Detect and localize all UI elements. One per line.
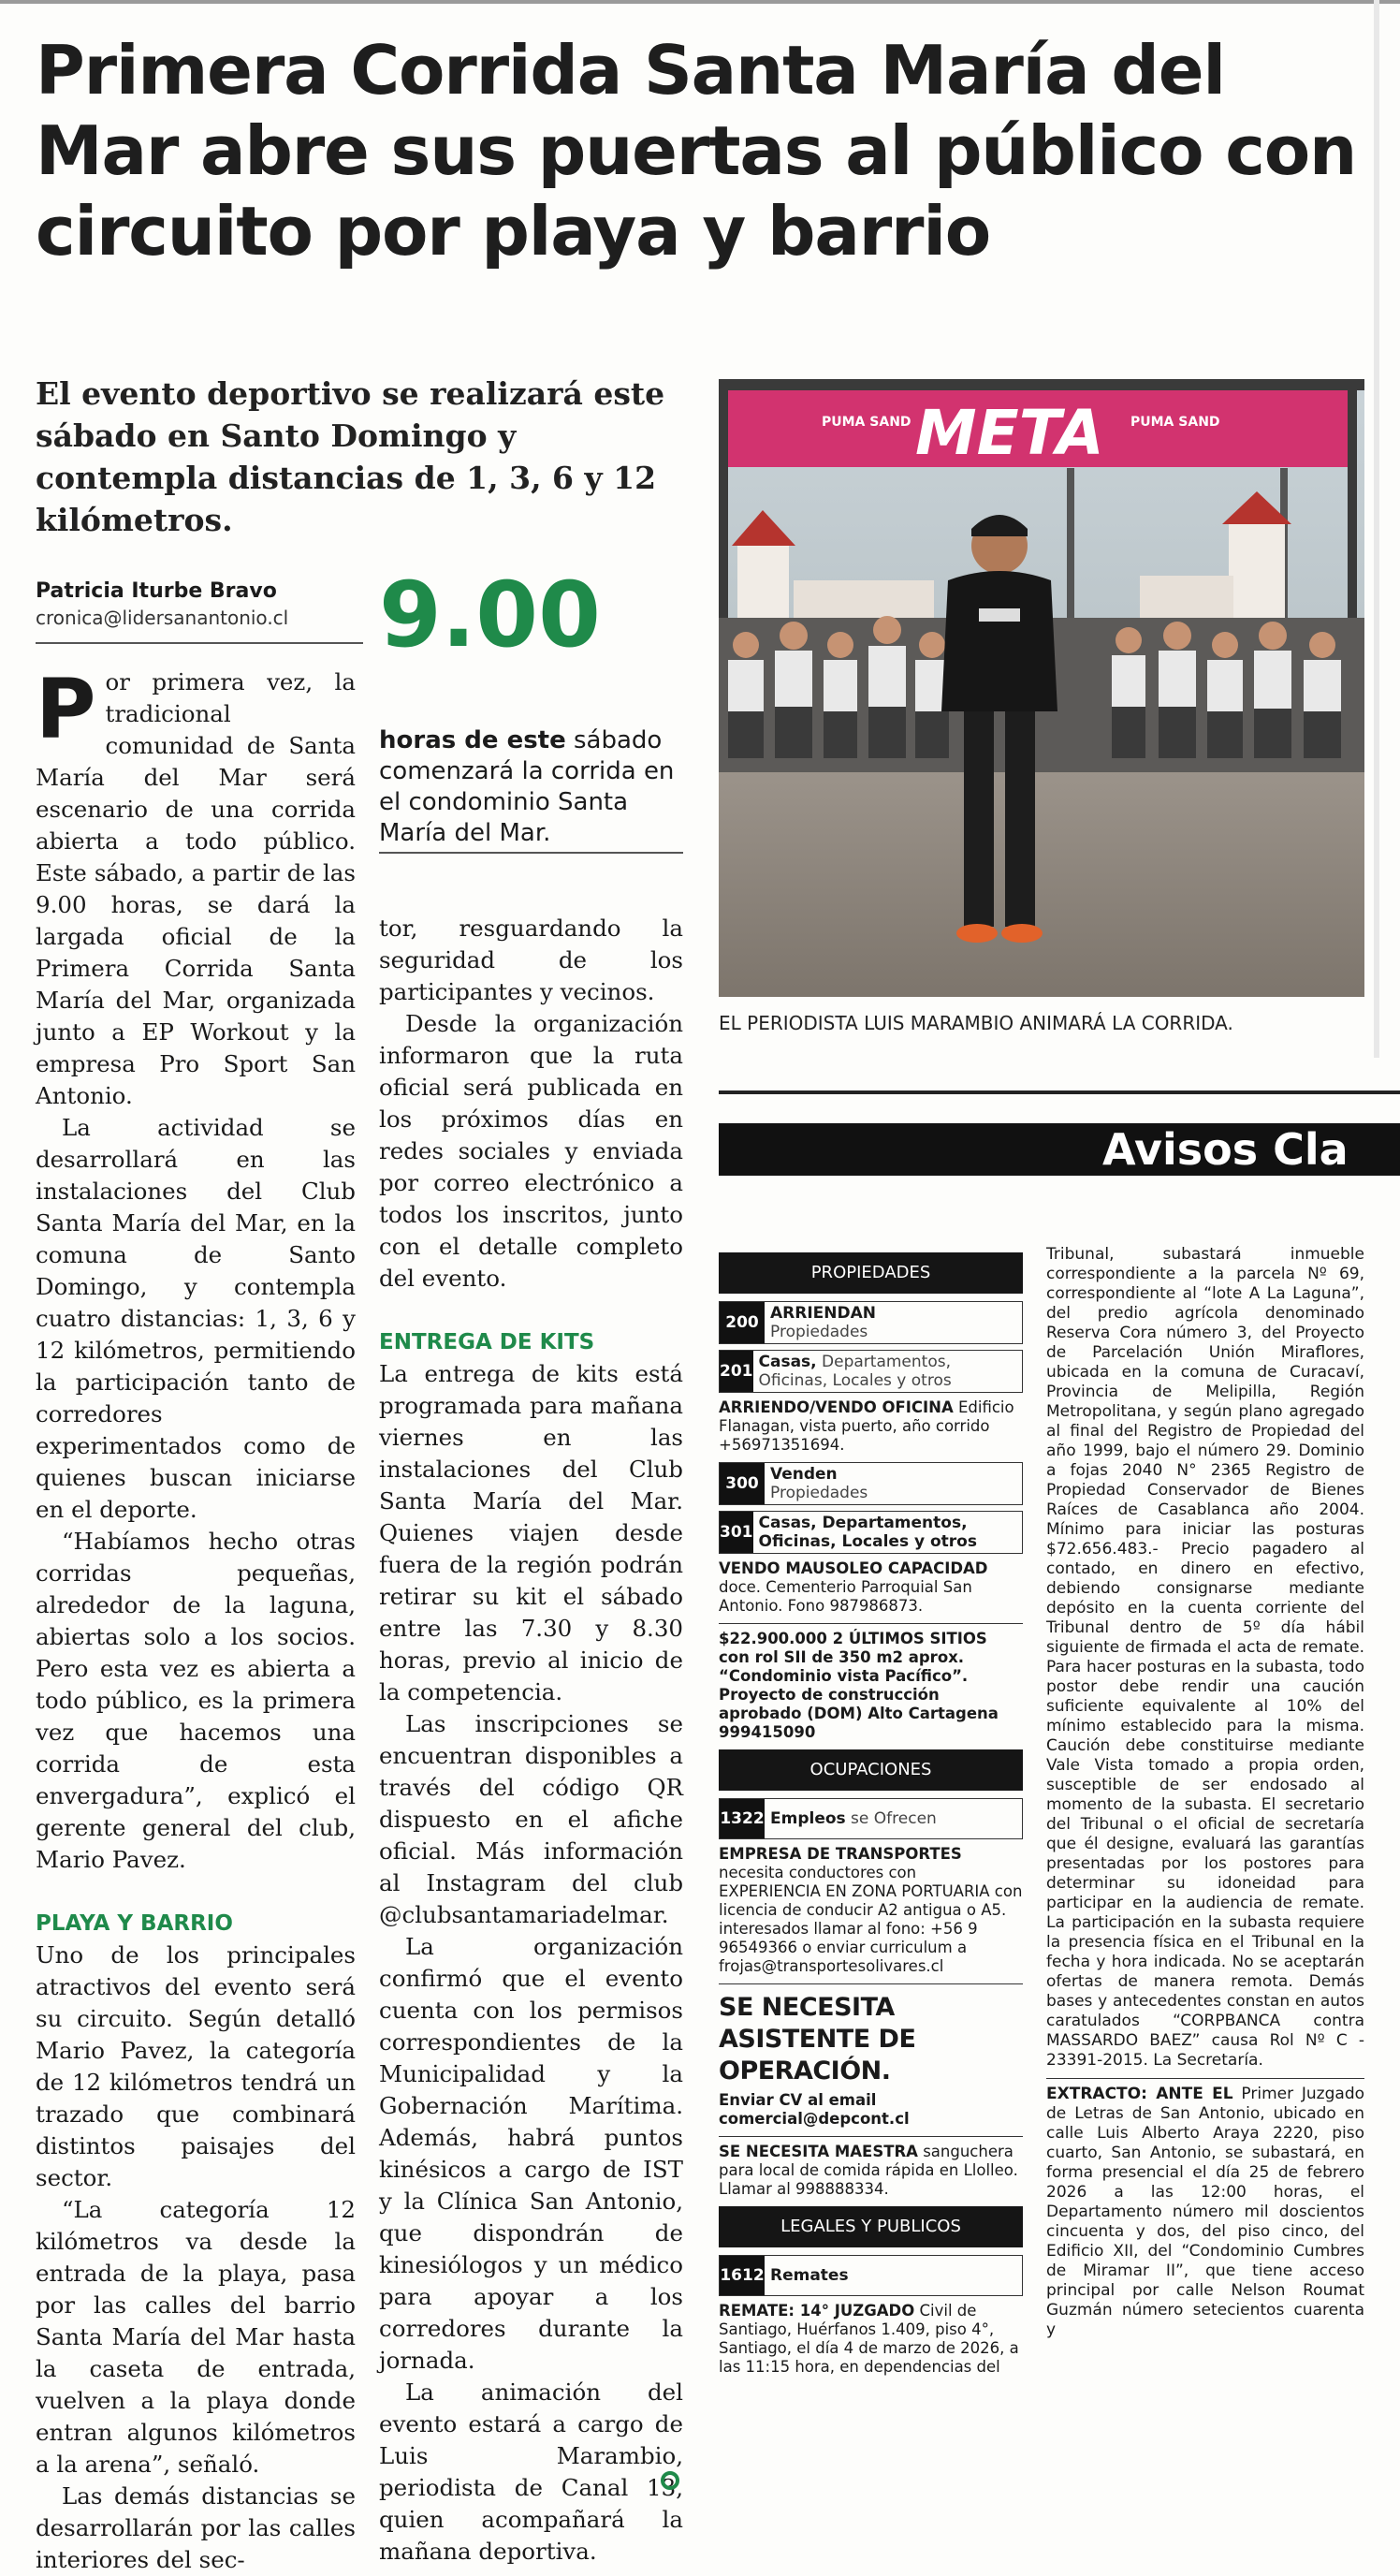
photo-illustration bbox=[719, 379, 1364, 997]
paragraph: “La categoría 12 kilómetros va desde la entrada de la playa, pasa por las calles del barrio Santa María del Mar hasta la caseta de entrada, vuelven a la playa donde entran algunos kilómetros a la arena”, señaló. bbox=[36, 2196, 356, 2478]
section-heading: ENTREGA DE KITS bbox=[379, 1330, 595, 1354]
code-subtitle: se Ofrecen bbox=[845, 1809, 937, 1828]
code-number: 201 bbox=[720, 1351, 753, 1392]
code-label bbox=[765, 1463, 873, 1504]
headline: Primera Corrida Santa María del Mar abre sus puertas al público con circuito por playa y barrio bbox=[36, 31, 1357, 271]
code-200 bbox=[719, 1301, 1023, 1344]
code-300 bbox=[719, 1462, 1023, 1505]
article-column-2 bbox=[379, 913, 683, 2568]
drop-cap: P bbox=[36, 661, 96, 757]
paragraph: Desde la organización informaron que la ruta oficial será publicada en los próximos días en redes sociales y enviada por correo electrónico a todos los inscritos, junto con el detalle completo del evento. bbox=[379, 1010, 683, 1292]
ad-lead: SE NECESITA MAESTRA bbox=[719, 2143, 918, 2160]
section-heading: PLAYA Y BARRIO bbox=[36, 1911, 233, 1936]
paragraph: Uno de los principales atractivos del evento será su circuito. Según detalló Mario Pavez, la categoría de 12 kilómetros tendrá un trazado que combinará distintos paisajes del sector. bbox=[36, 1941, 356, 2191]
code-label bbox=[753, 1512, 1023, 1553]
byline bbox=[36, 578, 372, 631]
code-title: Empleos bbox=[770, 1809, 846, 1828]
classified-ad bbox=[719, 1630, 1023, 1742]
code-label bbox=[765, 2264, 854, 2287]
ad-lead: Enviar CV al email comercial@depcont.cl bbox=[719, 2091, 910, 2128]
code-label bbox=[765, 1808, 942, 1830]
highlight-number: 9.00 bbox=[379, 563, 601, 667]
top-rule bbox=[0, 0, 1400, 4]
author-email[interactable]: cronica@lidersanantonio.cl bbox=[36, 607, 289, 629]
paragraph: Las demás distancias se desarrollarán por las calles interiores del sec- bbox=[36, 2482, 356, 2573]
classified-ad bbox=[719, 1559, 1023, 1616]
article-photo bbox=[719, 379, 1364, 997]
code-label bbox=[765, 1302, 882, 1343]
code-number: 300 bbox=[720, 1463, 765, 1504]
ad-divider bbox=[719, 1623, 1023, 1624]
banner-brand-right: PUMA SAND bbox=[1130, 415, 1220, 430]
paragraph: “Habíamos hecho otras corridas pequeñas, alrededor de la laguna, abiertas solo a los socios. Pero esta vez es abierta a todo público, es la primera vez que hacemos una corrida de esta envergadura”, explicó el gerente general del club, Mario Pavez. bbox=[36, 1528, 356, 1873]
notice-text: Primer Juzgado de Letras de San Antonio, ubicado en calle Luis Alberto Araya 2220, piso cuarto, San Antonio, se subastará, en forma presencial el día 25 de febrero 2026 a las 12:00 horas, el Departamento número mil doscientos cincuenta y dos, del piso cinco, del Edificio XII, del “Condominio Cumbres de Miramar II”, que tiene acceso principal por calle Nelson Roumat Guzmán número setecientos cuarenta y bbox=[1046, 2085, 1365, 2339]
ad-text: doce. Cementerio Parroquial San Antonio. Fono 987986873. bbox=[719, 1578, 972, 1615]
ad-lead: VENDO MAUSOLEO CAPACIDAD bbox=[719, 1559, 988, 1577]
photo-caption: EL PERIODISTA LUIS MARAMBIO ANIMARÁ LA CORRIDA. bbox=[719, 1012, 1233, 1034]
ad-lead: EMPRESA DE TRANSPORTES bbox=[719, 1845, 962, 1863]
code-title: ARRIENDAN bbox=[770, 1304, 876, 1323]
classifieds-rule bbox=[719, 1090, 1400, 1094]
classified-ad bbox=[719, 2302, 1023, 2377]
ad-text: Edificio Flanagan, vista puerto, año corrido +56971351694. bbox=[719, 1398, 1014, 1454]
code-1612 bbox=[719, 2255, 1023, 2296]
author-name: Patricia Iturbe Bravo bbox=[36, 579, 277, 603]
paragraph: Las inscripciones se encuentran disponibles a través del código QR dispuesto en el afiche oficial. Más información al Instagram del club @clubsantamariadelmar. bbox=[379, 1710, 683, 1928]
classified-ad bbox=[719, 2143, 1023, 2199]
category-legales: LEGALES Y PUBLICOS bbox=[719, 2206, 1023, 2247]
legal-notice bbox=[1046, 2085, 1364, 2340]
classifieds-column-2 bbox=[1046, 1245, 1364, 2348]
ad-text: Civil de Santiago, Huérfanos 1.409, piso 4°, Santiago, el día 4 de marzo de 2026, a las 11:15 hora, en dependencias del bbox=[719, 2302, 1019, 2376]
code-number: 1322 bbox=[720, 1799, 765, 1838]
paragraph-text: or primera vez, la tradicional comunidad de Santa María del Mar será escenario de una corrida abierta a todo público. Este sábado, a partir de las 9.00 horas, se dará la largada oficial de la Primera Corrida Santa María del Mar, organizada junto a EP Workout y la empresa Pro Sport San Antonio. bbox=[36, 668, 356, 1109]
ad-text: sanguchera para local de comida rápida en Llolleo. Llamar al 998888334. bbox=[719, 2143, 1018, 2198]
code-number: 1612 bbox=[720, 2256, 765, 2295]
paragraph: tor, resguardando la seguridad de los participantes y vecinos. bbox=[379, 915, 683, 1005]
margin-strip bbox=[1374, 0, 1379, 1058]
classified-ad bbox=[719, 1398, 1023, 1455]
category-ocupaciones: OCUPACIONES bbox=[719, 1749, 1023, 1791]
subhead: El evento deportivo se realizará este sábado en Santo Domingo y contempla distancias de 1, 3, 6 y 12 kilómetros. bbox=[36, 375, 665, 538]
code-subtitle: Propiedades bbox=[770, 1484, 868, 1502]
banner-brand-left: PUMA SAND bbox=[822, 415, 911, 430]
code-title: Remates bbox=[770, 2266, 849, 2285]
code-301 bbox=[719, 1511, 1023, 1554]
code-201 bbox=[719, 1350, 1023, 1393]
pullquote-bold: horas de este bbox=[379, 726, 566, 754]
code-title: Casas, bbox=[758, 1353, 817, 1371]
ad-text: necesita conductores con EXPERIENCIA EN ZONA PORTUARIA con licencia de conducir A2 antigua o A5. interesados llamar al fono: +56 9 96549366 o enviar curriculum a frojas@transportesolivares.cl bbox=[719, 1864, 1023, 1975]
code-1322 bbox=[719, 1798, 1023, 1839]
ad-lead: REMATE: 14° JUZGADO bbox=[719, 2302, 915, 2320]
ad-divider bbox=[1046, 2078, 1364, 2079]
pullquote-rule bbox=[379, 852, 683, 854]
paragraph bbox=[36, 661, 356, 1112]
ad-divider bbox=[719, 2136, 1023, 2137]
paragraph: La animación del evento estará a cargo de Luis Marambio, periodista de Canal 13, quien acompañará la mañana deportiva. bbox=[379, 2378, 683, 2565]
classifieds-column-1 bbox=[719, 1252, 1023, 2384]
code-label bbox=[753, 1351, 1023, 1392]
code-number: 301 bbox=[720, 1512, 753, 1553]
classifieds-header: Avisos Cla bbox=[719, 1123, 1400, 1176]
featured-ad-title: SE NECESITA ASISTENTE DE OPERACIÓN. bbox=[719, 1993, 916, 2086]
byline-rule bbox=[36, 642, 363, 644]
paragraph: La entrega de kits está programada para mañana viernes en las instalaciones del Club Santa María del Mar. Quienes viajen desde fuera de la región podrán retirar su kit el sábado entre las 7.30 y 8.30 horas, previo al inicio de la competencia. bbox=[379, 1360, 683, 1705]
code-title: Casas, Departamentos, Oficinas, Locales y otros bbox=[758, 1514, 977, 1551]
end-of-article-icon bbox=[661, 2471, 679, 2490]
ad-divider bbox=[719, 1983, 1023, 1984]
code-number: 200 bbox=[720, 1302, 765, 1343]
legal-notice: Tribunal, subastará inmueble correspondiente a la parcela Nº 69, correspondiente al “lote A La Laguna”, del predio agrícola denominado Reserva Cora número 3, del Proyecto de Parcelación Unión Miraflores, ubicada en la comuna de Curacaví, Provincia de Melipilla, Región Metropolitana, y según plano agregado al final del Registro de Propiedad del año 1999, bajo el número 29. Dominio a fojas 2040 N° 2365 Registro de Propiedad Conservador de Bienes Raíces de Casablanca año 2004. Mínimo para iniciar las posturas $72.656.483.- Precio pagadero al contado, en dinero en efectivo, debiendo consignarse mediante depósito en la cuenta corriente del Tribunal dentro de 5º día hábil siguiente de firmada el acta de remate. Para hacer posturas en la subasta, todo postor debe rendir una caución suficiente equivalente al 10% del mínimo establecido para la misma. Caución debe constituirse mediante Vale Vista tomado a propia orden, susceptible de ser endosado al momento de la subasta. El secretario del Tribunal o el oficial de secretaría que él designe, evaluará las garantías presentadas por los postores para determinar su idoneidad para participar en la audiencia de remate. La participación en la subasta requiere la presencia física en el Tribunal en la fecha y hora indicada. No se aceptarán ofertas de manera remota. Demás bases y antecedentes constan en autos caratulados “CORPBANCA contra MASSARDO BAEZ” causa Rol Nº C - 23391-2015. La Secretaría. bbox=[1046, 1245, 1364, 2070]
ad-lead: $22.900.000 2 ÚLTIMOS SITIOS con rol SII de 350 m2 aprox. “Condominio vista Pacífico”. Proyecto de construcción aprobado (DOM) Alto Cartagena 999415090 bbox=[719, 1630, 999, 1741]
code-subtitle: Departamentos, Oficinas, Locales y otros bbox=[758, 1353, 952, 1390]
banner-meta-text: META bbox=[915, 397, 1104, 469]
ad-lead: ARRIENDO/VENDO OFICINA bbox=[719, 1398, 954, 1416]
category-propiedades: PROPIEDADES bbox=[719, 1252, 1023, 1294]
paragraph: La organización confirmó que el evento cuenta con los permisos correspondientes de la Municipalidad y la Gobernación Marítima. Además, habrá puntos kinésicos a cargo de IST y la Clínica San Antonio, que dispondrán de kinesiólogos y un médico para apoyar a los corredores durante la jornada. bbox=[379, 1933, 683, 2374]
classified-ad bbox=[719, 1845, 1023, 1976]
code-subtitle: Propiedades bbox=[770, 1323, 868, 1341]
classified-ad bbox=[719, 2091, 1023, 2129]
paragraph: La actividad se desarrollará en las instalaciones del Club Santa María del Mar, en la comuna de Santo Domingo, y contempla cuatro distancias: 1, 3, 6 y 12 kilómetros, permitiendo la participación tanto de corredores experimentados como de quienes buscan iniciarse en el deporte. bbox=[36, 1114, 356, 1523]
code-title: Venden bbox=[770, 1465, 838, 1484]
article-column-1 bbox=[36, 661, 356, 2576]
pullquote bbox=[379, 725, 683, 849]
notice-lead: EXTRACTO: ANTE EL bbox=[1046, 2085, 1233, 2103]
pullquote-text: sábado comenzará la corrida en el condominio Santa María del Mar. bbox=[379, 726, 675, 847]
